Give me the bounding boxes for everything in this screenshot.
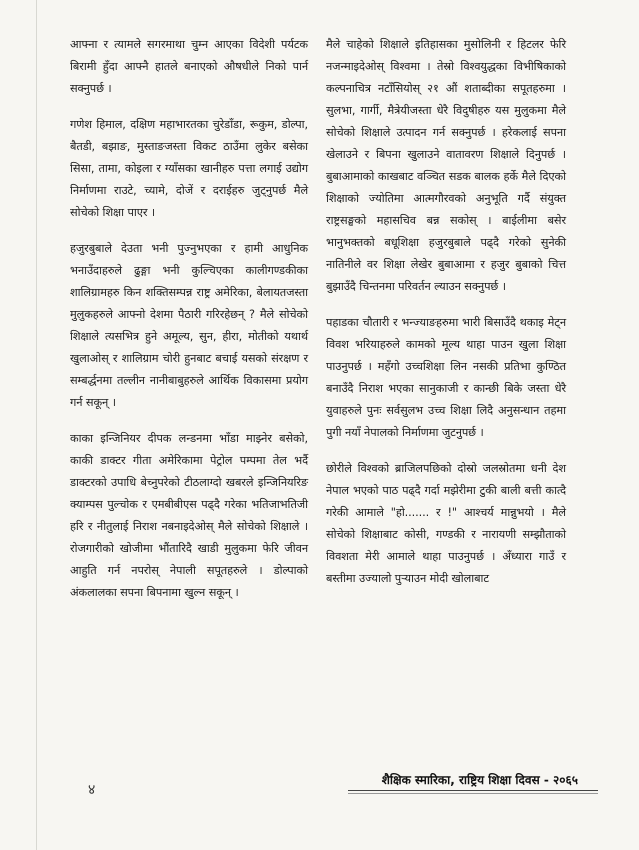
- page-edge-line: [36, 0, 37, 850]
- left-column: [70, 34, 308, 618]
- page-number: ४: [88, 782, 96, 798]
- paragraph: काका इन्जिनियर दीपक लन्डनमा भाँडा माझ्नेर बसेको, काकी डाक्टर गीता अमेरिकामा पेट्रोल पम्पमा तेल भर्दै डाक्टरको उपाधि बेच्नुपरेको टीठलाग्दो खबरले इन्जिनियरिङ क्याम्पस पुल्चोक र एमबीबीएस पढ्दै गरेका भतिजाभतिजी हरि र नीतुलाई निराश नबनाइदेओस् मैले सोचेको शिक्षाले । रोजगारीको खोजीमा भौंतारिदै खाडी मुलुकमा फेरि जीवन आहुति गर्न नपरोस् नेपाली सपूतहरुले । डोल्पाको अंकलालका सपना बिपनामा खुल्न सकून् ।: [70, 432, 308, 599]
- footer-rule: [348, 790, 598, 791]
- paragraph: आफ्ना र त्यामले सगरमाथा चुम्न आएका विदेशी पर्यटक बिरामी हुँदा आफ्नै हातले बनाएको औषधीले निको पार्न सक्नुपर्छ ।: [70, 38, 308, 95]
- footer-title: शैक्षिक स्मारिका, राष्ट्रिय शिक्षा दिवस - २०६५: [381, 773, 578, 787]
- right-column: [326, 34, 566, 604]
- paragraph: हजुरबुबाले देउता भनी पुज्नुभएका र हामी आधुनिक भनाउँदाहरुले ढुङ्गा भनी कुल्चिएका कालीगण्डकीका शालिग्रामहरु किन शक्तिसम्पन्न राष्ट्र अमेरिका, बेलायतजस्ता मुलुकहरुले आफ्नो देशमा पैठारी गरिरहेछन् ? मैले सोचेको शिक्षाले त्यसभित्र हुने अमूल्य, सुन, हीरा, मोतीको यथार्थ खुलाओस् र शालिग्राम चोरी हुनबाट बचाई यसको संरक्षण र सम्बर्द्धनमा तल्लीन नानीबाबुहरुले आर्थिक विकासमा प्रयोग गर्न सकून् ।: [70, 242, 308, 409]
- paragraph: मैले चाहेको शिक्षाले इतिहासका मुसोलिनी र हिटलर फेरि नजन्माइदेओस् विश्वमा । तेस्रो विश्वयुद्धका विभीषिकाको कल्पनाचित्र नटाँसियोस् २१ औं शताब्दीका सपूतहरुमा । सुलभा, गार्गी, मैत्रेयीजस्ता धेरै विदुषीहरु यस मुलुकमा मैले सोचेको शिक्षाले उत्पादन गर्न सक्नुपर्छ । हरेकलाई सपना खेलाउने र बिपना खुलाउने वातावरण शिक्षाले दिनुपर्छ । बुबाआमाको काखबाट वञ्चित सडक बालक हर्के मैले दिएको शिक्षाको ज्योतिमा आत्मगौरवको अनुभूति गर्दै संयुक्त राष्ट्रसङ्घको महासचिव बन्न सकोस् । बाईलीमा बसेर भानुभक्तको बधूशिक्षा हजुरबुबाले पढ्दै गरेको सुनेकी नातिनीले वर शिक्षा लेखेर बुबाआमा र हजुर बुबाको चित्त बुझाउँदै चिन्तनमा परिवर्तन ल्याउन सक्नुपर्छ ।: [326, 38, 566, 293]
- paragraph: पहाडका चौतारी र भन्ज्याङहरुमा भारी बिसाउँदै थकाइ मेट्न विवश भरियाहरुले कामको मूल्य थाहा पाउन खुला शिक्षा पाउनुपर्छ । महँगो उच्चशिक्षा लिन नसकी प्रतिभा कुण्ठित बनाउँदै निराश भएका सानुकाजी र कान्छी बिके जस्ता धेरै युवाहरुले पुनः सर्वसुलभ उच्च शिक्षा लिदै अनुसन्धान तहमा पुगी नयाँ नेपालको निर्माणमा जुटनुपर्छ ।: [326, 316, 566, 439]
- paragraph: छोरीले विश्वको ब्राजिलपछिको दोस्रो जलस्रोतमा धनी देश नेपाल भएको पाठ पढ्दै गर्दा मझेरीमा टुकी बाली बत्ती कात्दै गरेकी आमाले "हो....... र !" आश्चर्य मान्नुभयो । मैले सोचेको शिक्षाबाट कोसी, गण्डकी र नारायणी सम्झौताको विवशता मेरी आमाले थाहा पाउनुपर्छ । अँध्यारा गाउँ र बस्तीमा उज्यालो पुऱ्याउन मोदी खोलाबाट: [326, 462, 566, 585]
- footer-rule-thin: [348, 793, 598, 794]
- paragraph: गणेश हिमाल, दक्षिण महाभारतका चुरेडाँडा, रूकुम, डोल्पा, बैतडी, बझाङ, मुस्ताङजस्ता विकट ठाउँमा लुकेर बसेका सिसा, तामा, कोइला र ग्याँसका खानीहरु पत्ता लगाई उद्योग निर्माणमा राउटे, च्यामे, दोजें र दराईहरु जुट्नुपर्छ मैले सोचेको शिक्षा पाएर ।: [70, 118, 308, 219]
